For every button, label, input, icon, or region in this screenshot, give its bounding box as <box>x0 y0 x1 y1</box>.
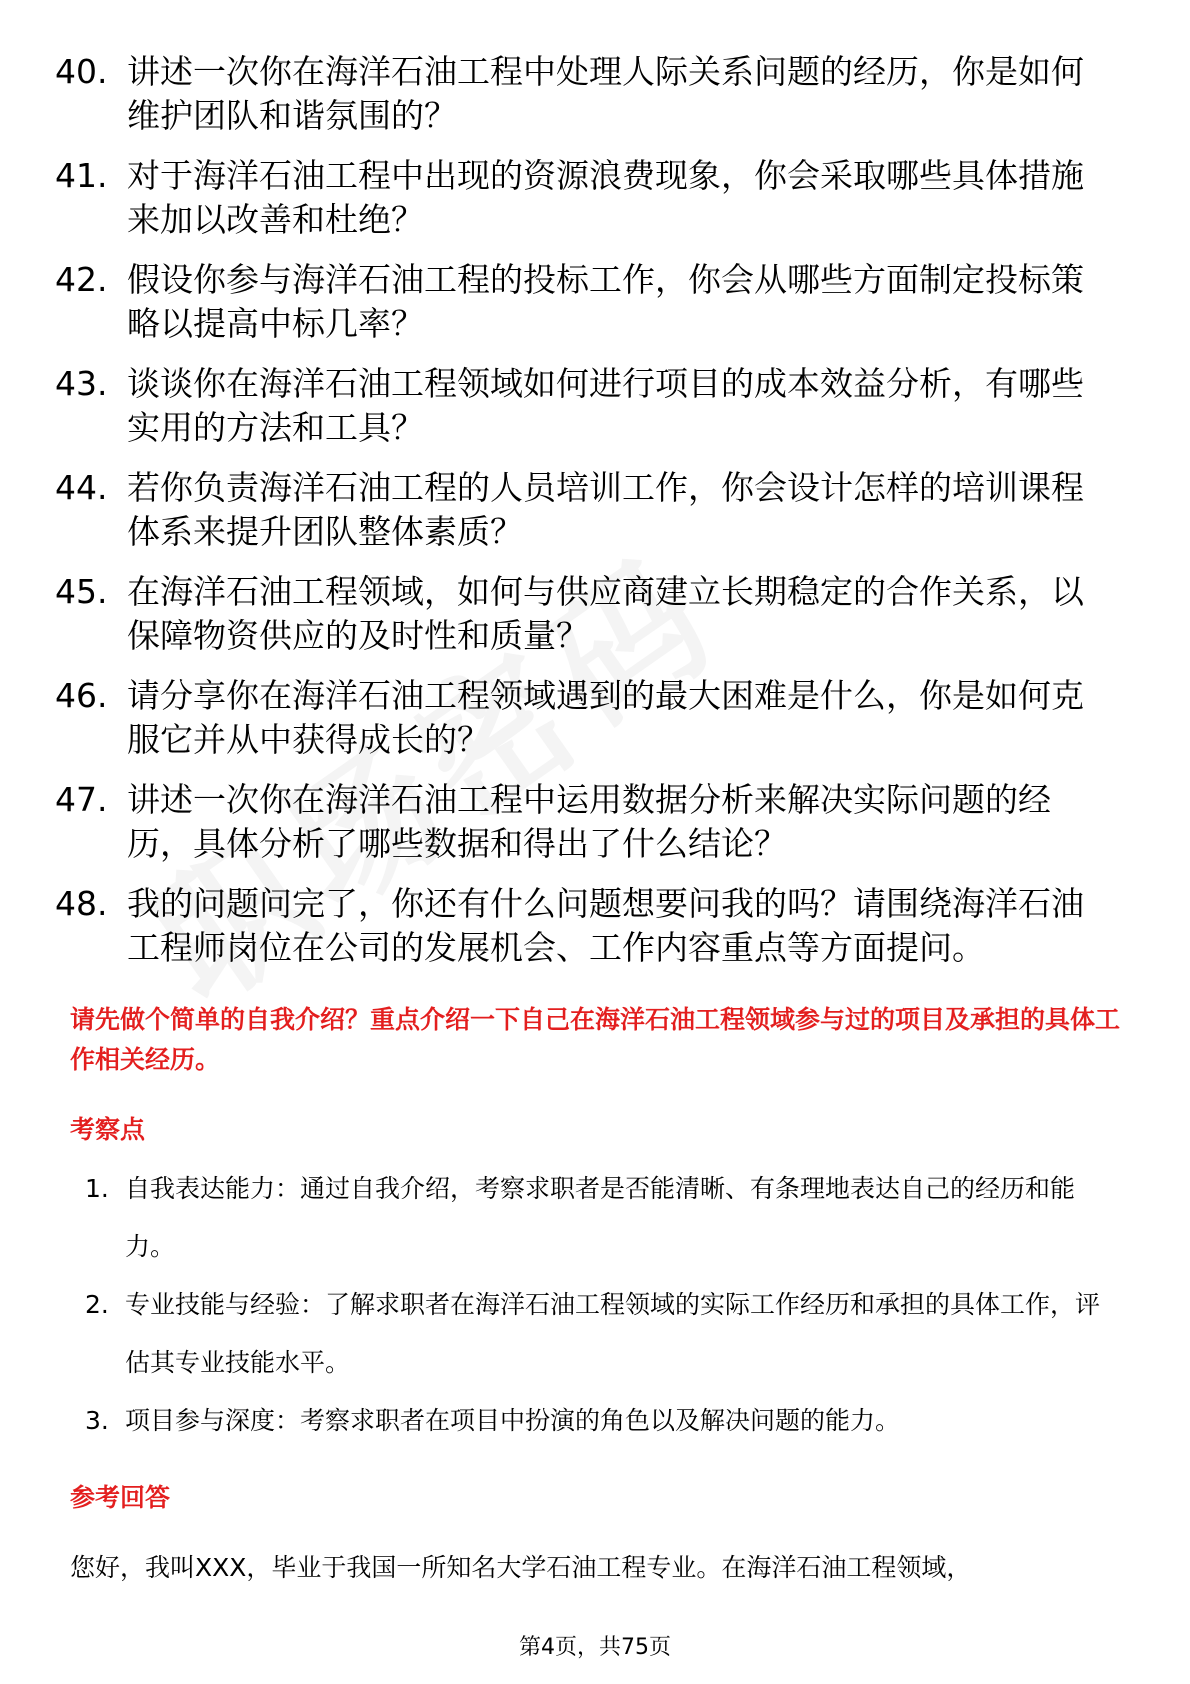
assessment-item <box>70 1392 1120 1450</box>
assessment-list <box>70 1160 1120 1450</box>
assessment-text: 自我表达能力：通过自我介绍，考察求职者是否能清晰、有条理地表达自己的经历和能力。 <box>125 1174 1076 1261</box>
question-number: 42. <box>55 260 108 299</box>
assessment-text: 项目参与深度：考察求职者在项目中扮演的角色以及解决问题的能力。 <box>125 1406 901 1435</box>
question-text: 我的问题问完了，你还有什么问题想要问我的吗？请围绕海洋石油工程师岗位在公司的发展机会、工作内容重点等方面提问。 <box>127 884 1084 967</box>
question-text: 假设你参与海洋石油工程的投标工作，你会从哪些方面制定投标策略以提高中标几率？ <box>127 260 1084 343</box>
assessment-number: 3. <box>85 1406 109 1435</box>
question-number: 48. <box>55 884 108 923</box>
question-number: 41. <box>55 156 108 195</box>
question-list <box>55 50 1115 986</box>
answer-text: 您好，我叫XXX，毕业于我国一所知名大学石油工程专业。在海洋石油工程领域， <box>70 1553 972 1582</box>
question-text: 对于海洋石油工程中出现的资源浪费现象，你会采取哪些具体措施来加以改善和杜绝？ <box>127 156 1084 239</box>
question-text: 在海洋石油工程领域，如何与供应商建立长期稳定的合作关系，以保障物资供应的及时性和质量？ <box>127 572 1084 655</box>
question-text: 请分享你在海洋石油工程领域遇到的最大困难是什么，你是如何克服它并从中获得成长的？ <box>127 676 1084 759</box>
page-footer: 第4页，共75页 <box>519 1635 671 1660</box>
question-number: 45. <box>55 572 108 611</box>
assessment-heading: 考察点 <box>70 1115 146 1144</box>
question-number: 44. <box>55 468 108 507</box>
question-text: 若你负责海洋石油工程的人员培训工作，你会设计怎样的培训课程体系来提升团队整体素质？ <box>127 468 1084 551</box>
assessment-item <box>70 1160 1120 1276</box>
question-item <box>55 154 1115 242</box>
question-text: 讲述一次你在海洋石油工程中处理人际关系问题的经历，你是如何维护团队和谐氛围的？ <box>127 52 1084 135</box>
question-item <box>55 362 1115 450</box>
question-number: 43. <box>55 364 108 403</box>
question-number: 47. <box>55 780 108 819</box>
assessment-number: 2. <box>85 1290 109 1319</box>
question-number: 40. <box>55 52 108 91</box>
question-text: 谈谈你在海洋石油工程领域如何进行项目的成本效益分析，有哪些实用的方法和工具？ <box>127 364 1084 447</box>
question-number: 46. <box>55 676 108 715</box>
interview-prompt: 请先做个简单的自我介绍？重点介绍一下自己在海洋石油工程领域参与过的项目及承担的具体工作相关经历。 <box>70 1005 1121 1074</box>
question-text: 讲述一次你在海洋石油工程中运用数据分析来解决实际问题的经历，具体分析了哪些数据和得出了什么结论？ <box>127 780 1051 863</box>
assessment-number: 1. <box>85 1174 109 1203</box>
question-item <box>55 570 1115 658</box>
answer-heading: 参考回答 <box>70 1483 171 1512</box>
question-item <box>55 778 1115 866</box>
assessment-item <box>70 1276 1120 1392</box>
question-item <box>55 466 1115 554</box>
question-item <box>55 258 1115 346</box>
question-item <box>55 50 1115 138</box>
assessment-text: 专业技能与经验：了解求职者在海洋石油工程领域的实际工作经历和承担的具体工作，评估其专业技能水平。 <box>125 1290 1101 1377</box>
question-item <box>55 882 1115 970</box>
question-item <box>55 674 1115 762</box>
